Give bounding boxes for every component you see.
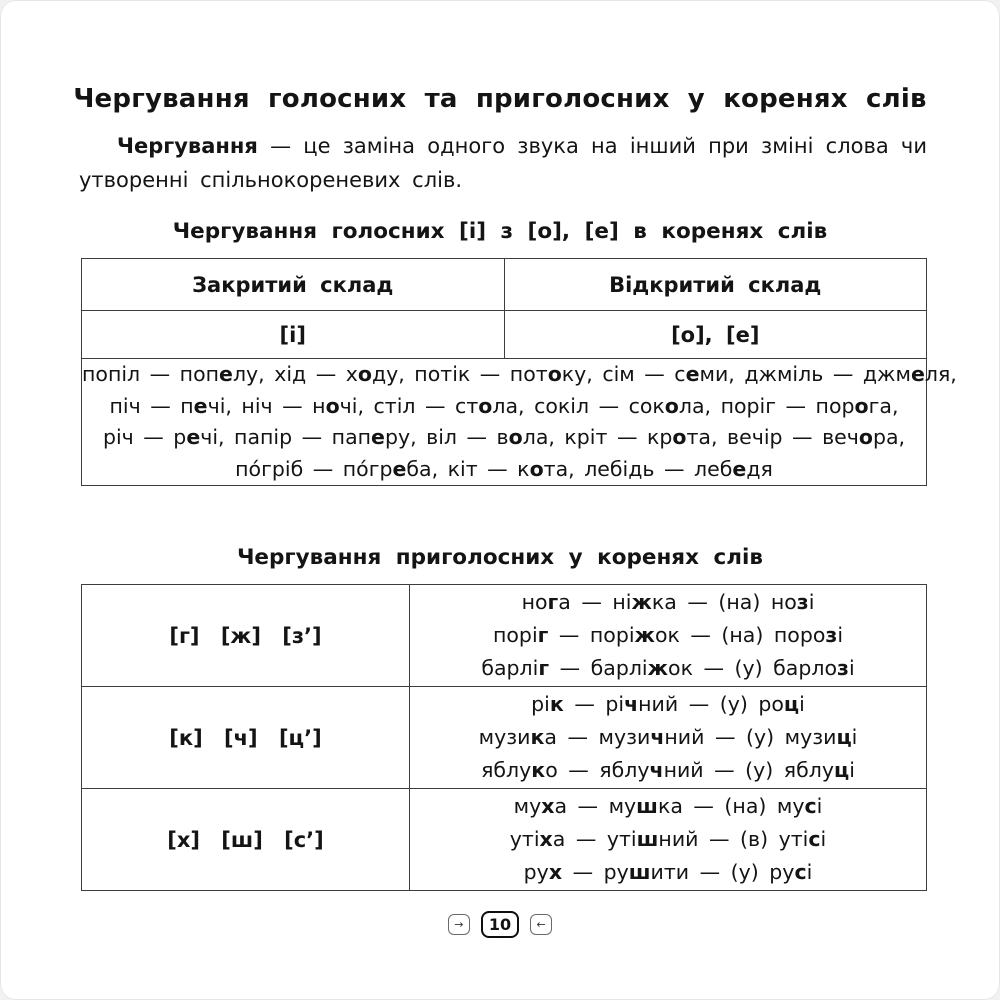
example-line: піч — печі, ніч — ночі, стіл — стола, сокіл — сокола, поріг — порога, bbox=[109, 393, 899, 418]
consonant-examples-cell bbox=[410, 687, 927, 789]
example-line: яблуко — яблучний — (у) яблуці bbox=[481, 758, 855, 782]
example-line: нога — ніжка — (на) нозі bbox=[521, 590, 815, 614]
closed-syllable-sound: [і] bbox=[82, 311, 505, 359]
vowel-examples-cell bbox=[82, 359, 957, 486]
consonant-sounds-kh-sh-s: [х] [ш] [с’] bbox=[82, 789, 410, 891]
closed-syllable-header: Закритий склад bbox=[82, 259, 505, 311]
example-line: муха — мушка — (на) мусі bbox=[513, 794, 823, 818]
intro-text: — це заміна одного звука на інший при зміні слова чи утворенні спільнокореневих слів. bbox=[79, 134, 927, 192]
arrow-right-icon: → bbox=[454, 918, 464, 931]
arrow-left-icon: ← bbox=[536, 918, 546, 931]
consonant-section-title: Чергування приголосних у коренях слів bbox=[237, 545, 763, 570]
table-header-row bbox=[82, 259, 927, 311]
consonant-sounds-k-ch-ts: [к] [ч] [ц’] bbox=[82, 687, 410, 789]
page-nav-left-button[interactable] bbox=[448, 914, 470, 935]
table-row bbox=[82, 687, 927, 789]
page-number-badge: 10 bbox=[481, 911, 519, 938]
example-line: по́гріб — по́греба, кіт — кота, лебідь — лебедя bbox=[235, 456, 773, 481]
consonant-alternation-table bbox=[81, 584, 927, 891]
page-nav-right-button[interactable] bbox=[530, 914, 552, 935]
consonant-sounds-g-zh-z: [г] [ж] [з’] bbox=[82, 585, 410, 687]
open-syllable-header: Відкритий склад bbox=[504, 259, 927, 311]
example-line: рух — рушити — (у) русі bbox=[523, 860, 813, 884]
examples-row bbox=[82, 359, 927, 486]
intro-paragraph bbox=[79, 129, 927, 197]
example-line: попіл — попелу, хід — ходу, потік — потоку, сім — семи, джміль — джмеля, bbox=[82, 362, 957, 386]
vowel-alternation-table bbox=[81, 258, 957, 486]
example-line: музика — музичний — (у) музиці bbox=[478, 725, 858, 749]
table-row bbox=[82, 585, 927, 687]
page-title: Чергування голосних та приголосних у коренях слів bbox=[73, 84, 927, 114]
example-line: рік — річний — (у) році bbox=[531, 692, 805, 716]
example-line: утіха — утішний — (в) утісі bbox=[509, 827, 827, 851]
consonant-examples-cell bbox=[410, 789, 927, 891]
example-line: поріг — поріжок — (на) порозі bbox=[492, 623, 844, 647]
intro-term: Чергування bbox=[117, 134, 258, 158]
open-syllable-sounds: [о], [е] bbox=[504, 311, 927, 359]
page-footer bbox=[0, 911, 1000, 938]
table-row bbox=[82, 789, 927, 891]
consonant-examples-cell bbox=[410, 585, 927, 687]
sounds-row bbox=[82, 311, 927, 359]
vowel-section-title: Чергування голосних [і] з [о], [е] в коренях слів bbox=[172, 219, 828, 244]
example-line: річ — речі, папір — паперу, віл — вола, кріт — крота, вечір — вечора, bbox=[102, 425, 906, 449]
example-line: барліг — барліжок — (у) барлозі bbox=[481, 656, 855, 680]
